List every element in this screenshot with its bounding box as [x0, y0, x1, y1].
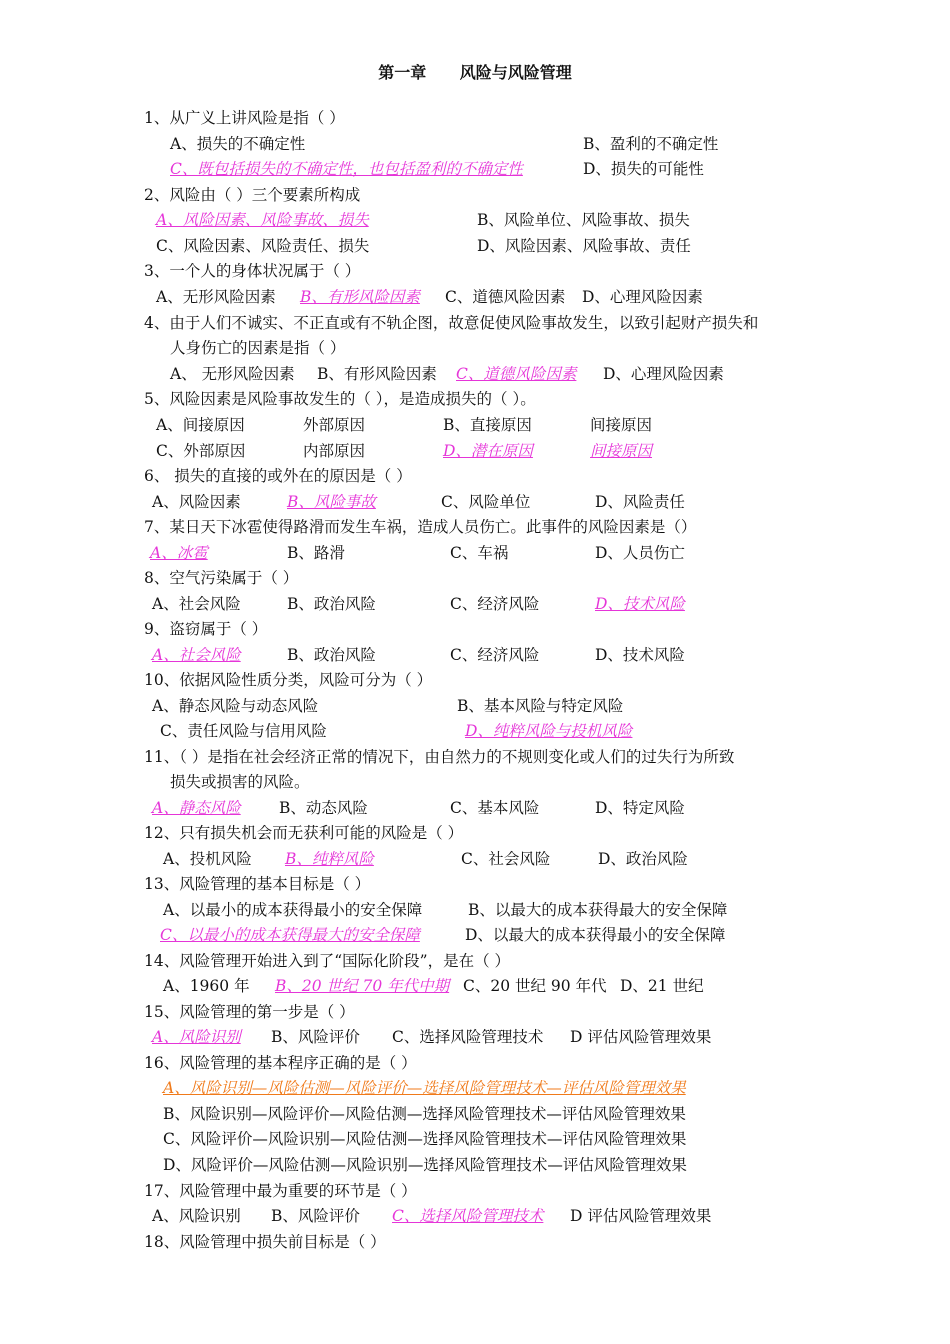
- question-10-stem: 10、依据风险性质分类，风险可分为（ ）: [144, 671, 433, 689]
- question-18-stem: 18、风险管理中损失前目标是（ ）: [144, 1233, 386, 1251]
- question-5-stem: 5、风险因素是风险事故发生的（ ），是造成损失的（ ）。: [144, 390, 536, 408]
- q5-option-d1-answer: D、潜在原因: [443, 442, 533, 460]
- question-3-stem: 3、一个人的身体状况属于（ ）: [144, 262, 361, 280]
- q14-option-b-answer: B、20 世纪 70 年代中期: [275, 977, 450, 995]
- q15-option-d: D 评估风险管理效果: [570, 1028, 712, 1046]
- q6-option-a: A、风险因素: [152, 493, 241, 511]
- question-4-stem: 4、由于人们不诚实、不正直或有不轨企图，故意促使风险事故发生，以致引起财产损失和: [144, 314, 759, 332]
- question-6-stem: 6、 损失的直接的或外在的原因是（ ）: [144, 467, 412, 485]
- q11-option-b: B、动态风险: [279, 799, 368, 817]
- question-16-stem: 16、风险管理的基本程序正确的是（ ）: [144, 1054, 417, 1072]
- q7-option-c: C、车祸: [450, 544, 509, 562]
- q13-option-a: A、以最小的成本获得最小的安全保障: [163, 901, 423, 919]
- q6-option-c: C、风险单位: [441, 493, 531, 511]
- q14-option-c: C、20 世纪 90 年代: [463, 977, 607, 995]
- q8-option-b: B、政治风险: [287, 595, 376, 613]
- q2-option-a-answer: A、风险因素、风险事故、损失: [156, 211, 369, 229]
- q5-option-a1: A、间接原因: [156, 416, 245, 434]
- q10-option-d-answer: D、纯粹风险与投机风险: [465, 722, 633, 740]
- q15-option-c: C、选择风险管理技术: [392, 1028, 544, 1046]
- question-8-stem: 8、空气污染属于（ ）: [144, 569, 299, 587]
- q1-option-a: A、损失的不确定性: [170, 135, 306, 153]
- q3-option-d: D、心理风险因素: [582, 288, 703, 306]
- q1-option-c-answer: C、既包括损失的不确定性，也包括盈利的不确定性: [170, 160, 523, 178]
- q2-option-d: D、风险因素、风险事故、责任: [477, 237, 691, 255]
- q4-option-c-answer: C、道德风险因素: [456, 365, 577, 383]
- q11-option-d: D、特定风险: [595, 799, 685, 817]
- q17-option-d: D 评估风险管理效果: [570, 1207, 712, 1225]
- q3-option-c: C、道德风险因素: [445, 288, 566, 306]
- q15-option-b: B、风险评价: [271, 1028, 360, 1046]
- q7-option-a-answer: A、冰雹: [150, 544, 208, 562]
- q16-option-c: C、风险评价—风险识别—风险估测—选择风险管理技术—评估风险管理效果: [163, 1130, 687, 1148]
- q3-option-b-answer: B、有形风险因素: [300, 288, 420, 306]
- q11-option-c: C、基本风险: [450, 799, 540, 817]
- q12-option-b-answer: B、纯粹风险: [285, 850, 374, 868]
- q16-option-d: D、风险评价—风险估测—风险识别—选择风险管理技术—评估风险管理效果: [163, 1156, 687, 1174]
- q5-option-b1: B、直接原因: [443, 416, 532, 434]
- q8-option-a: A、社会风险: [152, 595, 241, 613]
- q17-option-a: A、风险识别: [152, 1207, 241, 1225]
- q13-option-b: B、以最大的成本获得最大的安全保障: [468, 901, 728, 919]
- question-2-stem: 2、风险由（ ）三个要素所构成: [144, 186, 361, 204]
- q9-option-d: D、技术风险: [595, 646, 685, 664]
- question-14-stem: 14、风险管理开始进入到了“国际化阶段”，是在（ ）: [144, 952, 510, 970]
- q12-option-d: D、政治风险: [598, 850, 688, 868]
- q1-option-b: B、盈利的不确定性: [583, 135, 719, 153]
- q9-option-b: B、政治风险: [287, 646, 376, 664]
- q5-option-c2: 内部原因: [303, 442, 366, 460]
- q16-option-a-answer: A、风险识别—风险估测—风险评价—选择风险管理技术—评估风险管理效果: [163, 1079, 686, 1097]
- q4-option-d: D、心理风险因素: [603, 365, 724, 383]
- q12-option-a: A、投机风险: [163, 850, 252, 868]
- q5-option-c1: C、外部原因: [156, 442, 246, 460]
- q11-option-a-answer: A、静态风险: [152, 799, 241, 817]
- q7-option-d: D、人员伤亡: [595, 544, 685, 562]
- q10-option-a: A、静态风险与动态风险: [152, 697, 319, 715]
- q17-option-b: B、风险评价: [271, 1207, 360, 1225]
- q10-option-b: B、基本风险与特定风险: [457, 697, 624, 715]
- question-17-stem: 17、风险管理中最为重要的环节是（ ）: [144, 1182, 417, 1200]
- q10-option-c: C、责任风险与信用风险: [160, 722, 327, 740]
- q16-option-b: B、风险识别—风险评价—风险估测—选择风险管理技术—评估风险管理效果: [163, 1105, 686, 1123]
- q3-option-a: A、无形风险因素: [156, 288, 276, 306]
- q6-option-b-answer: B、风险事故: [287, 493, 376, 511]
- q4-option-b: B、有形风险因素: [317, 365, 437, 383]
- q5-option-a2: 外部原因: [303, 416, 366, 434]
- q1-option-d: D、损失的可能性: [583, 160, 704, 178]
- q9-option-c: C、经济风险: [450, 646, 540, 664]
- question-12-stem: 12、只有损失机会而无获利可能的风险是（ ）: [144, 824, 464, 842]
- q14-option-a: A、1960 年: [163, 977, 250, 995]
- q15-option-a-answer: A、风险识别: [152, 1028, 241, 1046]
- question-15-stem: 15、风险管理的第一步是（ ）: [144, 1003, 355, 1021]
- q2-option-b: B、风险单位、风险事故、损失: [477, 211, 690, 229]
- q12-option-c: C、社会风险: [461, 850, 551, 868]
- q5-option-b2: 间接原因: [590, 416, 653, 434]
- q9-option-a-answer: A、社会风险: [152, 646, 241, 664]
- question-1-stem: 1、从广义上讲风险是指（ ）: [144, 109, 345, 127]
- q13-option-d: D、以最大的成本获得最小的安全保障: [465, 926, 726, 944]
- q17-option-c-answer: C、选择风险管理技术: [392, 1207, 544, 1225]
- page-title: 第一章 风险与风险管理: [378, 63, 572, 82]
- question-4-stem-cont: 人身伤亡的因素是指（ ）: [170, 339, 346, 357]
- question-11-stem: 11、（ ）是指在社会经济正常的情况下，由自然力的不规则变化或人们的过失行为所致: [144, 748, 735, 766]
- q2-option-c: C、风险因素、风险责任、损失: [156, 237, 370, 255]
- q14-option-d: D、21 世纪: [620, 977, 704, 995]
- q8-option-d-answer: D、技术风险: [595, 595, 685, 613]
- question-13-stem: 13、风险管理的基本目标是（ ）: [144, 875, 371, 893]
- q5-option-d2-answer: 间接原因: [590, 442, 653, 460]
- q8-option-c: C、经济风险: [450, 595, 540, 613]
- q13-option-c-answer: C、以最小的成本获得最大的安全保障: [160, 926, 420, 944]
- question-7-stem: 7、某日天下冰雹使得路滑而发生车祸，造成人员伤亡。此事件的风险因素是（）: [144, 518, 697, 536]
- q4-option-a: A、 无形风险因素: [170, 365, 295, 383]
- question-9-stem: 9、盗窃属于（ ）: [144, 620, 268, 638]
- q7-option-b: B、路滑: [287, 544, 345, 562]
- q6-option-d: D、风险责任: [595, 493, 685, 511]
- question-11-stem-cont: 损失或损害的风险。: [170, 773, 310, 791]
